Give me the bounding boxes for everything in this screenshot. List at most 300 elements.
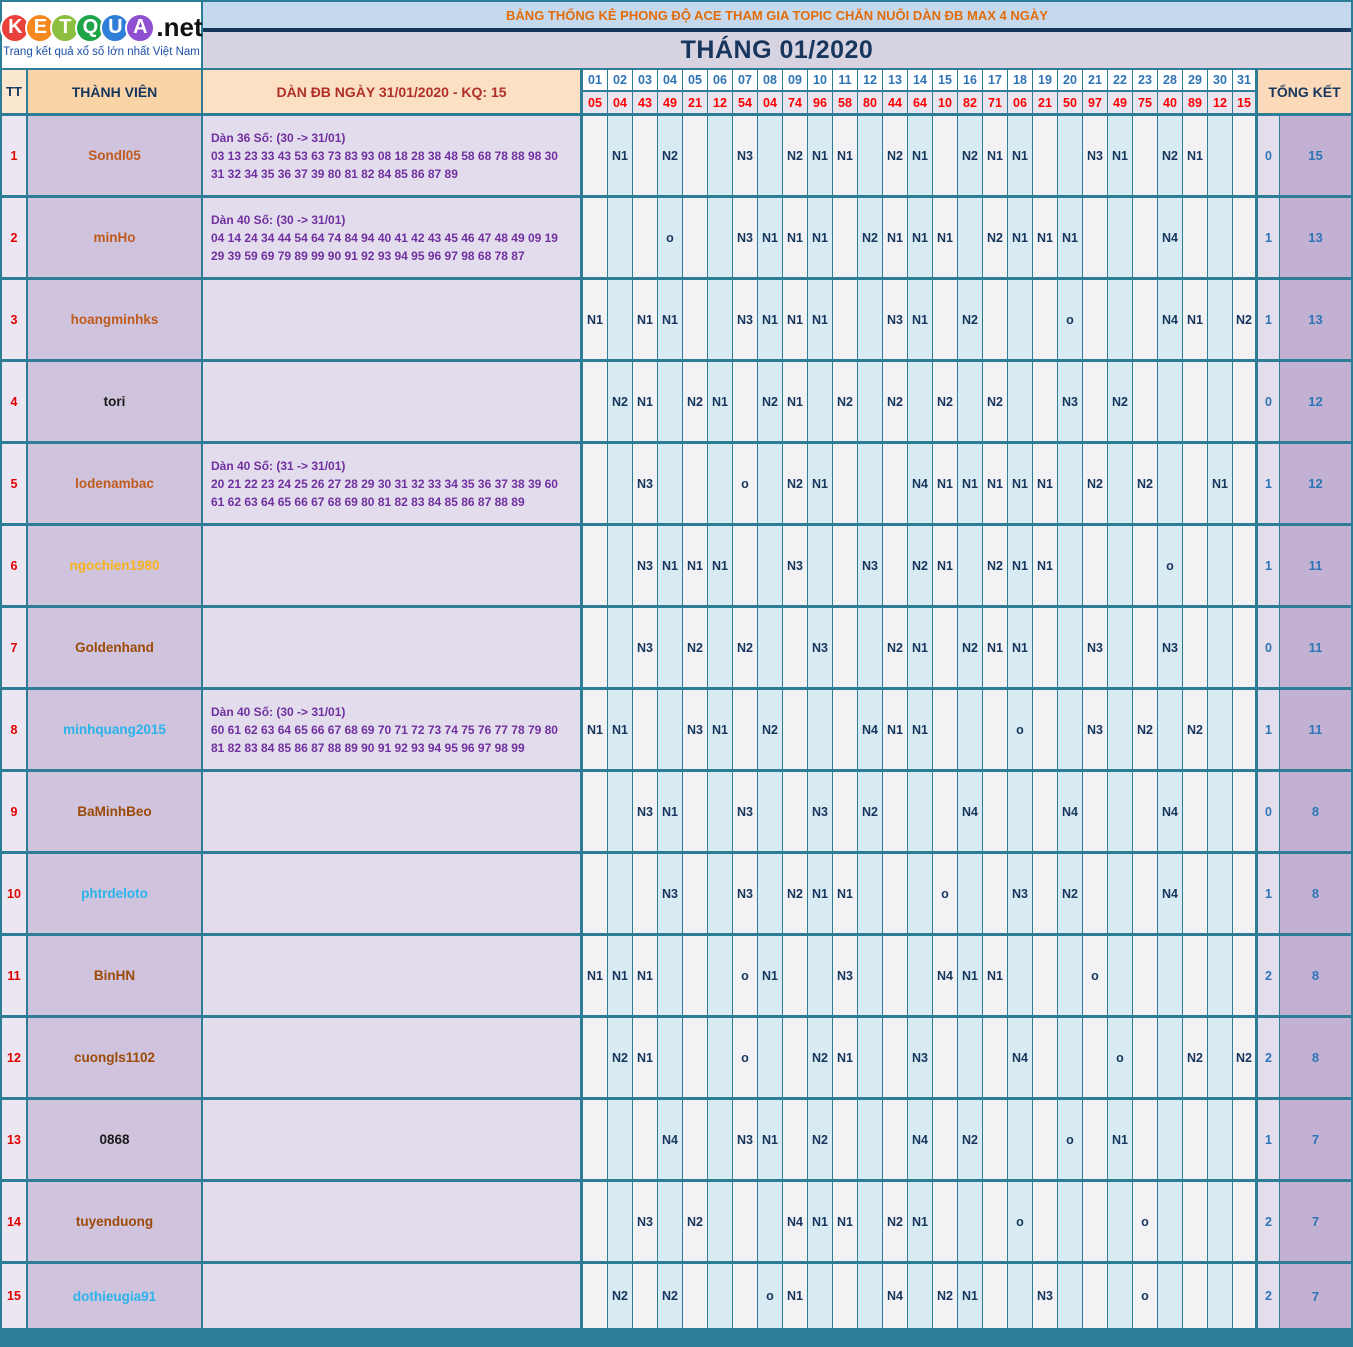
marker-cell: N1 bbox=[633, 1018, 658, 1100]
marker-cell: N4 bbox=[933, 936, 958, 1018]
marker-cell bbox=[658, 1182, 683, 1264]
marker-cell bbox=[1008, 1264, 1033, 1331]
total-hit-cell: 2 bbox=[1258, 1182, 1280, 1264]
kq-cell: 40 bbox=[1158, 92, 1183, 116]
marker-cell bbox=[1158, 362, 1183, 444]
marker-cell bbox=[833, 1100, 858, 1182]
marker-cell bbox=[1058, 526, 1083, 608]
marker-cell bbox=[1108, 198, 1133, 280]
marker-cell bbox=[583, 1018, 608, 1100]
marker-cell bbox=[1058, 936, 1083, 1018]
marker-cell: N1 bbox=[908, 1182, 933, 1264]
marker-cell bbox=[758, 854, 783, 936]
marker-cell bbox=[683, 1018, 708, 1100]
kq-cell: 82 bbox=[958, 92, 983, 116]
marker-cell bbox=[1133, 608, 1158, 690]
marker-cell bbox=[1008, 1100, 1033, 1182]
marker-cell bbox=[908, 362, 933, 444]
marker-cell bbox=[883, 526, 908, 608]
marker-cell bbox=[1208, 280, 1233, 362]
marker-cell bbox=[883, 936, 908, 1018]
marker-cell bbox=[708, 608, 733, 690]
marker-cell: N2 bbox=[958, 1100, 983, 1182]
marker-cell bbox=[1058, 116, 1083, 198]
logo-letter-K: K bbox=[0, 13, 30, 43]
marker-cell: N2 bbox=[683, 1182, 708, 1264]
marker-cell bbox=[1108, 772, 1133, 854]
marker-cell bbox=[1158, 1018, 1183, 1100]
marker-cell bbox=[1208, 608, 1233, 690]
marker-cell bbox=[733, 362, 758, 444]
marker-cell bbox=[1133, 772, 1158, 854]
row-tt: 7 bbox=[0, 608, 28, 690]
marker-cell bbox=[1208, 198, 1233, 280]
kq-cell: 04 bbox=[608, 92, 633, 116]
marker-cell bbox=[1233, 1100, 1258, 1182]
marker-cell bbox=[608, 198, 633, 280]
marker-cell bbox=[608, 1100, 633, 1182]
marker-cell: N4 bbox=[1158, 198, 1183, 280]
dan-cell bbox=[203, 116, 583, 198]
marker-cell: N1 bbox=[908, 690, 933, 772]
marker-cell bbox=[1133, 526, 1158, 608]
marker-cell bbox=[1008, 936, 1033, 1018]
marker-cell bbox=[808, 936, 833, 1018]
member-name: minhquang2015 bbox=[28, 690, 203, 772]
marker-cell bbox=[883, 1100, 908, 1182]
total-hit-cell: 0 bbox=[1258, 362, 1280, 444]
member-header: THÀNH VIÊN bbox=[28, 68, 203, 116]
row-tt: 8 bbox=[0, 690, 28, 772]
marker-cell bbox=[908, 936, 933, 1018]
marker-cell bbox=[833, 198, 858, 280]
marker-cell bbox=[708, 1264, 733, 1331]
marker-cell: N1 bbox=[633, 280, 658, 362]
marker-cell: N2 bbox=[958, 116, 983, 198]
marker-cell bbox=[783, 1100, 808, 1182]
marker-cell bbox=[983, 1182, 1008, 1264]
row-tt: 6 bbox=[0, 526, 28, 608]
marker-cell bbox=[758, 1182, 783, 1264]
marker-cell: N1 bbox=[933, 198, 958, 280]
total-hit-cell: 2 bbox=[1258, 1018, 1280, 1100]
day-header-cell: 01 bbox=[583, 68, 608, 92]
marker-cell: N1 bbox=[1033, 444, 1058, 526]
marker-cell bbox=[1033, 1182, 1058, 1264]
total-count-cell: 7 bbox=[1280, 1264, 1353, 1331]
marker-cell bbox=[908, 772, 933, 854]
marker-cell: N1 bbox=[708, 526, 733, 608]
member-name: Sondl05 bbox=[28, 116, 203, 198]
marker-cell bbox=[758, 526, 783, 608]
marker-cell bbox=[808, 526, 833, 608]
marker-cell bbox=[1108, 608, 1133, 690]
total-hit-cell: 0 bbox=[1258, 116, 1280, 198]
marker-cell bbox=[983, 280, 1008, 362]
marker-cell: N1 bbox=[608, 116, 633, 198]
kq-cell: 96 bbox=[808, 92, 833, 116]
day-header-cell: 21 bbox=[1083, 68, 1108, 92]
total-count-cell: 13 bbox=[1280, 198, 1353, 280]
marker-cell: N1 bbox=[808, 444, 833, 526]
marker-cell: N1 bbox=[833, 1018, 858, 1100]
total-count-cell: 11 bbox=[1280, 690, 1353, 772]
logo-net-suffix: .net bbox=[156, 12, 203, 42]
marker-cell bbox=[1108, 1264, 1133, 1331]
marker-cell bbox=[983, 1100, 1008, 1182]
day-header-cell: 11 bbox=[833, 68, 858, 92]
marker-cell: N3 bbox=[633, 1182, 658, 1264]
logo-tagline: Trang kết quả xổ số lớn nhất Việt Nam bbox=[3, 46, 200, 58]
marker-cell: o bbox=[1133, 1264, 1158, 1331]
marker-cell bbox=[683, 280, 708, 362]
marker-cell bbox=[1183, 608, 1208, 690]
marker-cell bbox=[1033, 690, 1058, 772]
marker-cell bbox=[1058, 1264, 1083, 1331]
total-hit-cell: 2 bbox=[1258, 936, 1280, 1018]
marker-cell bbox=[958, 362, 983, 444]
marker-cell bbox=[1033, 608, 1058, 690]
marker-cell: N1 bbox=[708, 690, 733, 772]
dan-line: Dàn 40 Số: (31 -> 31/01) bbox=[211, 458, 346, 473]
marker-cell: N2 bbox=[883, 116, 908, 198]
day-header-cell: 16 bbox=[958, 68, 983, 92]
marker-cell: N1 bbox=[758, 936, 783, 1018]
marker-cell: N3 bbox=[683, 690, 708, 772]
marker-cell: N1 bbox=[783, 280, 808, 362]
marker-cell bbox=[883, 772, 908, 854]
dan-cell bbox=[203, 608, 583, 690]
marker-cell: N2 bbox=[933, 1264, 958, 1331]
marker-cell: N2 bbox=[658, 1264, 683, 1331]
kq-cell: 06 bbox=[1008, 92, 1033, 116]
marker-cell bbox=[1083, 772, 1108, 854]
marker-cell bbox=[1033, 854, 1058, 936]
marker-cell bbox=[1083, 198, 1108, 280]
marker-cell bbox=[658, 690, 683, 772]
marker-cell bbox=[708, 1182, 733, 1264]
marker-cell bbox=[583, 1100, 608, 1182]
marker-cell: N4 bbox=[1058, 772, 1083, 854]
marker-cell: N2 bbox=[983, 526, 1008, 608]
tt-header: TT bbox=[0, 68, 28, 116]
dan-cell bbox=[203, 280, 583, 362]
marker-cell: N1 bbox=[958, 936, 983, 1018]
day-header-cell: 23 bbox=[1133, 68, 1158, 92]
marker-cell bbox=[633, 116, 658, 198]
marker-cell bbox=[1208, 526, 1233, 608]
marker-cell bbox=[758, 444, 783, 526]
total-hit-cell: 1 bbox=[1258, 854, 1280, 936]
marker-cell: N2 bbox=[883, 362, 908, 444]
marker-cell: N1 bbox=[908, 280, 933, 362]
marker-cell: N1 bbox=[658, 280, 683, 362]
marker-cell: N4 bbox=[958, 772, 983, 854]
marker-cell: N4 bbox=[883, 1264, 908, 1331]
marker-cell bbox=[1058, 444, 1083, 526]
marker-cell: N3 bbox=[733, 854, 758, 936]
marker-cell bbox=[583, 362, 608, 444]
marker-cell bbox=[1208, 362, 1233, 444]
total-hit-cell: 1 bbox=[1258, 198, 1280, 280]
dan-cell bbox=[203, 1264, 583, 1331]
day-header-cell: 14 bbox=[908, 68, 933, 92]
kq-cell: 71 bbox=[983, 92, 1008, 116]
marker-cell: N1 bbox=[583, 936, 608, 1018]
marker-cell bbox=[583, 608, 608, 690]
row-tt: 1 bbox=[0, 116, 28, 198]
marker-cell bbox=[1158, 936, 1183, 1018]
marker-cell: N1 bbox=[1183, 116, 1208, 198]
marker-cell bbox=[1233, 1182, 1258, 1264]
marker-cell bbox=[1033, 116, 1058, 198]
marker-cell: N3 bbox=[633, 526, 658, 608]
marker-cell: N3 bbox=[783, 526, 808, 608]
marker-cell: o bbox=[1108, 1018, 1133, 1100]
marker-cell: N3 bbox=[858, 526, 883, 608]
marker-cell bbox=[1208, 116, 1233, 198]
dan-line: 61 62 63 64 65 66 67 68 69 80 81 82 83 84 85 86 87 88 89 bbox=[211, 494, 525, 509]
dan-cell bbox=[203, 444, 583, 526]
dan-cell bbox=[203, 362, 583, 444]
marker-cell: N4 bbox=[908, 1100, 933, 1182]
marker-cell bbox=[1008, 362, 1033, 444]
marker-cell bbox=[858, 362, 883, 444]
marker-cell: N4 bbox=[1008, 1018, 1033, 1100]
marker-cell bbox=[883, 854, 908, 936]
dan-line: Dàn 36 Số: (30 -> 31/01) bbox=[211, 130, 346, 145]
marker-cell bbox=[1133, 1018, 1158, 1100]
site-logo[interactable] bbox=[2, 2, 203, 68]
marker-cell bbox=[683, 936, 708, 1018]
marker-cell bbox=[1033, 772, 1058, 854]
total-count-cell: 7 bbox=[1280, 1182, 1353, 1264]
marker-cell: N1 bbox=[833, 854, 858, 936]
member-name: tuyenduong bbox=[28, 1182, 203, 1264]
kq-cell: 21 bbox=[683, 92, 708, 116]
marker-cell bbox=[683, 1264, 708, 1331]
marker-cell bbox=[983, 854, 1008, 936]
total-count-cell: 12 bbox=[1280, 444, 1353, 526]
marker-cell bbox=[958, 854, 983, 936]
marker-cell: o bbox=[1008, 1182, 1033, 1264]
marker-cell bbox=[1208, 1182, 1233, 1264]
marker-cell bbox=[833, 690, 858, 772]
marker-cell: N1 bbox=[808, 280, 833, 362]
marker-cell: N1 bbox=[608, 690, 633, 772]
member-name: BaMinhBeo bbox=[28, 772, 203, 854]
row-tt: 11 bbox=[0, 936, 28, 1018]
marker-cell: N3 bbox=[1008, 854, 1033, 936]
marker-cell bbox=[1208, 1264, 1233, 1331]
marker-cell bbox=[958, 198, 983, 280]
marker-cell: N1 bbox=[683, 526, 708, 608]
total-count-cell: 8 bbox=[1280, 772, 1353, 854]
marker-cell bbox=[1158, 1182, 1183, 1264]
marker-cell bbox=[908, 1264, 933, 1331]
marker-cell: N1 bbox=[833, 1182, 858, 1264]
dan-line: 31 32 34 35 36 37 39 80 81 82 84 85 86 87 89 bbox=[211, 166, 458, 181]
total-hit-cell: 0 bbox=[1258, 608, 1280, 690]
marker-cell: N3 bbox=[633, 608, 658, 690]
marker-cell bbox=[1108, 690, 1133, 772]
marker-cell bbox=[608, 854, 633, 936]
marker-cell bbox=[683, 444, 708, 526]
row-tt: 4 bbox=[0, 362, 28, 444]
marker-cell bbox=[658, 1018, 683, 1100]
marker-cell: N2 bbox=[1183, 690, 1208, 772]
kq-cell: 15 bbox=[1233, 92, 1258, 116]
kq-cell: 64 bbox=[908, 92, 933, 116]
day-header-cell: 09 bbox=[783, 68, 808, 92]
marker-cell: o bbox=[733, 444, 758, 526]
marker-cell bbox=[708, 936, 733, 1018]
marker-cell bbox=[983, 690, 1008, 772]
row-tt: 9 bbox=[0, 772, 28, 854]
day-header-cell: 28 bbox=[1158, 68, 1183, 92]
logo-letter-E: E bbox=[25, 13, 55, 43]
day-header-cell: 18 bbox=[1008, 68, 1033, 92]
total-count-cell: 15 bbox=[1280, 116, 1353, 198]
row-tt: 10 bbox=[0, 854, 28, 936]
marker-cell bbox=[1033, 936, 1058, 1018]
marker-cell bbox=[1208, 772, 1233, 854]
marker-cell: N3 bbox=[1083, 608, 1108, 690]
marker-cell: N3 bbox=[1083, 690, 1108, 772]
marker-cell bbox=[958, 526, 983, 608]
marker-cell bbox=[858, 1182, 883, 1264]
day-header-cell: 31 bbox=[1233, 68, 1258, 92]
member-name: dothieugia91 bbox=[28, 1264, 203, 1331]
marker-cell: N1 bbox=[633, 362, 658, 444]
member-name: hoangminhks bbox=[28, 280, 203, 362]
marker-cell bbox=[1233, 198, 1258, 280]
marker-cell bbox=[983, 1018, 1008, 1100]
marker-cell bbox=[708, 772, 733, 854]
marker-cell: N2 bbox=[908, 526, 933, 608]
total-hit-cell: 1 bbox=[1258, 444, 1280, 526]
total-count-cell: 12 bbox=[1280, 362, 1353, 444]
kq-cell: 49 bbox=[1108, 92, 1133, 116]
marker-cell: N3 bbox=[733, 116, 758, 198]
logo-letter-U: U bbox=[100, 13, 130, 43]
marker-cell: N1 bbox=[983, 444, 1008, 526]
marker-cell: N3 bbox=[1083, 116, 1108, 198]
marker-cell bbox=[658, 444, 683, 526]
marker-cell bbox=[708, 854, 733, 936]
marker-cell: o bbox=[658, 198, 683, 280]
marker-cell: N2 bbox=[958, 608, 983, 690]
marker-cell: N3 bbox=[808, 608, 833, 690]
dan-cell bbox=[203, 854, 583, 936]
marker-cell bbox=[583, 116, 608, 198]
marker-cell bbox=[683, 1100, 708, 1182]
marker-cell: N2 bbox=[858, 198, 883, 280]
marker-cell: N2 bbox=[808, 1100, 833, 1182]
marker-cell: N1 bbox=[1058, 198, 1083, 280]
marker-cell: N1 bbox=[883, 198, 908, 280]
dan-cell bbox=[203, 690, 583, 772]
row-tt: 14 bbox=[0, 1182, 28, 1264]
marker-cell: N2 bbox=[1183, 1018, 1208, 1100]
dan-cell bbox=[203, 1182, 583, 1264]
member-name: BinHN bbox=[28, 936, 203, 1018]
marker-cell bbox=[1083, 362, 1108, 444]
marker-cell bbox=[708, 116, 733, 198]
total-hit-cell: 0 bbox=[1258, 772, 1280, 854]
marker-cell bbox=[633, 690, 658, 772]
marker-cell: N3 bbox=[1158, 608, 1183, 690]
marker-cell bbox=[1083, 526, 1108, 608]
logo-circles bbox=[0, 13, 155, 43]
logo-letter-Q: Q bbox=[75, 13, 105, 43]
marker-cell bbox=[983, 772, 1008, 854]
marker-cell: N3 bbox=[1033, 1264, 1058, 1331]
marker-cell: N1 bbox=[808, 116, 833, 198]
marker-cell: N1 bbox=[983, 116, 1008, 198]
marker-cell: N1 bbox=[1033, 526, 1058, 608]
marker-cell bbox=[658, 936, 683, 1018]
marker-cell: N3 bbox=[833, 936, 858, 1018]
dan-line: 60 61 62 63 64 65 66 67 68 69 70 71 72 73 74 75 76 77 78 79 80 bbox=[211, 722, 558, 737]
marker-cell: o bbox=[1058, 1100, 1083, 1182]
member-name: tori bbox=[28, 362, 203, 444]
marker-cell bbox=[858, 280, 883, 362]
marker-cell bbox=[1033, 1018, 1058, 1100]
marker-cell: o bbox=[1058, 280, 1083, 362]
marker-cell bbox=[608, 1182, 633, 1264]
day-header-cell: 10 bbox=[808, 68, 833, 92]
marker-cell: N4 bbox=[1158, 280, 1183, 362]
marker-cell: N2 bbox=[808, 1018, 833, 1100]
marker-cell bbox=[1208, 936, 1233, 1018]
row-tt: 3 bbox=[0, 280, 28, 362]
marker-cell: N2 bbox=[733, 608, 758, 690]
marker-cell bbox=[608, 772, 633, 854]
dan-line: 81 82 83 84 85 86 87 88 89 90 91 92 93 94 95 96 97 98 99 bbox=[211, 740, 525, 755]
marker-cell bbox=[933, 772, 958, 854]
marker-cell: N4 bbox=[908, 444, 933, 526]
marker-cell bbox=[1233, 772, 1258, 854]
marker-cell bbox=[608, 444, 633, 526]
total-hit-cell: 1 bbox=[1258, 526, 1280, 608]
marker-cell bbox=[1133, 362, 1158, 444]
marker-cell: N1 bbox=[608, 936, 633, 1018]
marker-cell bbox=[583, 1264, 608, 1331]
marker-cell bbox=[933, 280, 958, 362]
marker-cell: N1 bbox=[1108, 1100, 1133, 1182]
marker-cell bbox=[958, 1182, 983, 1264]
day-header-cell: 13 bbox=[883, 68, 908, 92]
marker-cell bbox=[633, 1264, 658, 1331]
marker-cell: N2 bbox=[883, 608, 908, 690]
marker-cell bbox=[1233, 854, 1258, 936]
marker-cell bbox=[683, 198, 708, 280]
total-hit-cell: 1 bbox=[1258, 690, 1280, 772]
marker-cell bbox=[758, 116, 783, 198]
marker-cell: N3 bbox=[733, 772, 758, 854]
day-header-cell: 12 bbox=[858, 68, 883, 92]
marker-cell: N3 bbox=[633, 772, 658, 854]
marker-cell: N1 bbox=[1208, 444, 1233, 526]
marker-cell bbox=[1133, 280, 1158, 362]
marker-cell bbox=[1108, 444, 1133, 526]
marker-cell bbox=[858, 854, 883, 936]
marker-cell: N1 bbox=[983, 936, 1008, 1018]
banner-title: BẢNG THỐNG KÊ PHONG ĐỘ ACE THAM GIA TOPIC CHĂN NUÔI DÀN ĐB MAX 4 NGÀY bbox=[203, 2, 1351, 32]
marker-cell bbox=[858, 1018, 883, 1100]
marker-cell bbox=[658, 608, 683, 690]
